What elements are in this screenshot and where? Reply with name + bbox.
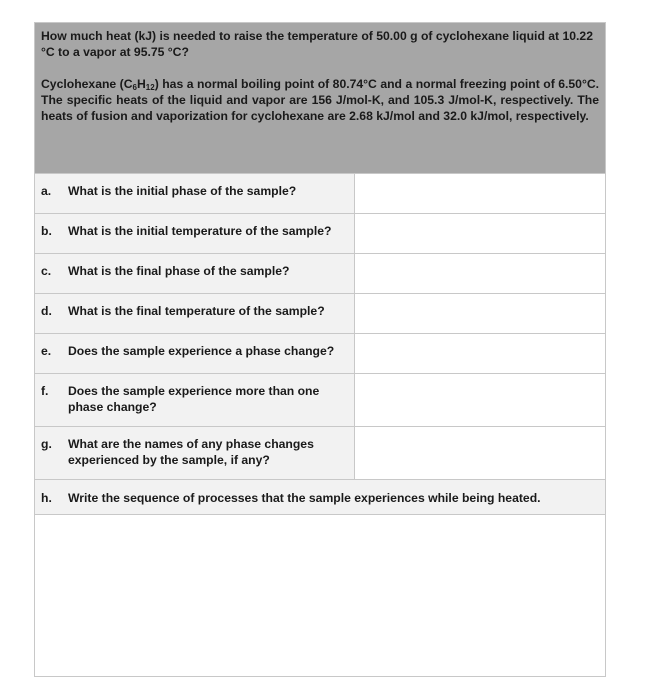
question-letter: a. (41, 184, 52, 198)
question-letter: h. (41, 491, 52, 505)
question-letter: b. (41, 224, 52, 238)
formula-hydrogen: H (136, 77, 146, 91)
question-text: Write the sequence of processes that the sample experiences while being heated. (68, 491, 541, 505)
question-text: What is the final phase of the sample? (68, 264, 290, 278)
question-row-e (35, 333, 605, 373)
question-letter: d. (41, 304, 52, 318)
question-row-h (35, 479, 605, 514)
answer-cell-d[interactable] (355, 294, 605, 333)
question-cell (35, 174, 355, 213)
worksheet-table (34, 22, 606, 677)
formula-subscript-carbon: 6 (132, 83, 137, 92)
question-cell (35, 427, 355, 479)
question-cell (35, 294, 355, 333)
answer-cell-f[interactable] (355, 374, 605, 426)
problem-header (35, 23, 605, 173)
answer-cell-c[interactable] (355, 254, 605, 293)
question-row-b (35, 213, 605, 253)
question-letter: c. (41, 264, 52, 278)
question-row-f (35, 373, 605, 426)
question-cell (35, 254, 355, 293)
question-letter: e. (41, 344, 52, 358)
answer-cell-e[interactable] (355, 334, 605, 373)
formula-subscript-hydrogen: 12 (145, 83, 155, 92)
question-row-a (35, 173, 605, 213)
intro-text-end: ) has a normal boiling point of 80.74°C and a normal freezing point of 6.50°C. The specific heats of the liquid and vapor are 156 J/mol-K, and 105.3 J/mol-K, respectively. The heats of fusion and vaporization for cyclohexane are 2.68 kJ/mol and 32.0 kJ/mol, respectively. (41, 77, 600, 123)
answer-cell-g[interactable] (355, 427, 605, 479)
question-text: What are the names of any phase changes experienced by the sample, if any? (68, 437, 314, 467)
problem-intro (41, 76, 599, 124)
question-text: What is the initial temperature of the sample? (68, 224, 332, 238)
question-cell (35, 334, 355, 373)
question-text: What is the initial phase of the sample? (68, 184, 297, 198)
question-text: What is the final temperature of the sample? (68, 304, 325, 318)
question-text: Does the sample experience a phase change? (68, 344, 335, 358)
question-letter: g. (41, 437, 52, 451)
question-cell (35, 214, 355, 253)
question-row-g (35, 426, 605, 479)
intro-text-start: Cyclohexane (C (41, 77, 133, 91)
question-letter: f. (41, 384, 49, 398)
question-row-d (35, 293, 605, 333)
answer-cell-b[interactable] (355, 214, 605, 253)
question-row-c (35, 253, 605, 293)
answer-cell-a[interactable] (355, 174, 605, 213)
question-cell (35, 374, 355, 426)
question-text: Does the sample experience more than one phase change? (68, 384, 320, 414)
problem-question: How much heat (kJ) is needed to raise the temperature of 50.00 g of cyclohexane liquid at 10.22 °C to a vapor at 95.75 °C? (41, 29, 593, 59)
answer-area-h[interactable] (35, 514, 605, 676)
